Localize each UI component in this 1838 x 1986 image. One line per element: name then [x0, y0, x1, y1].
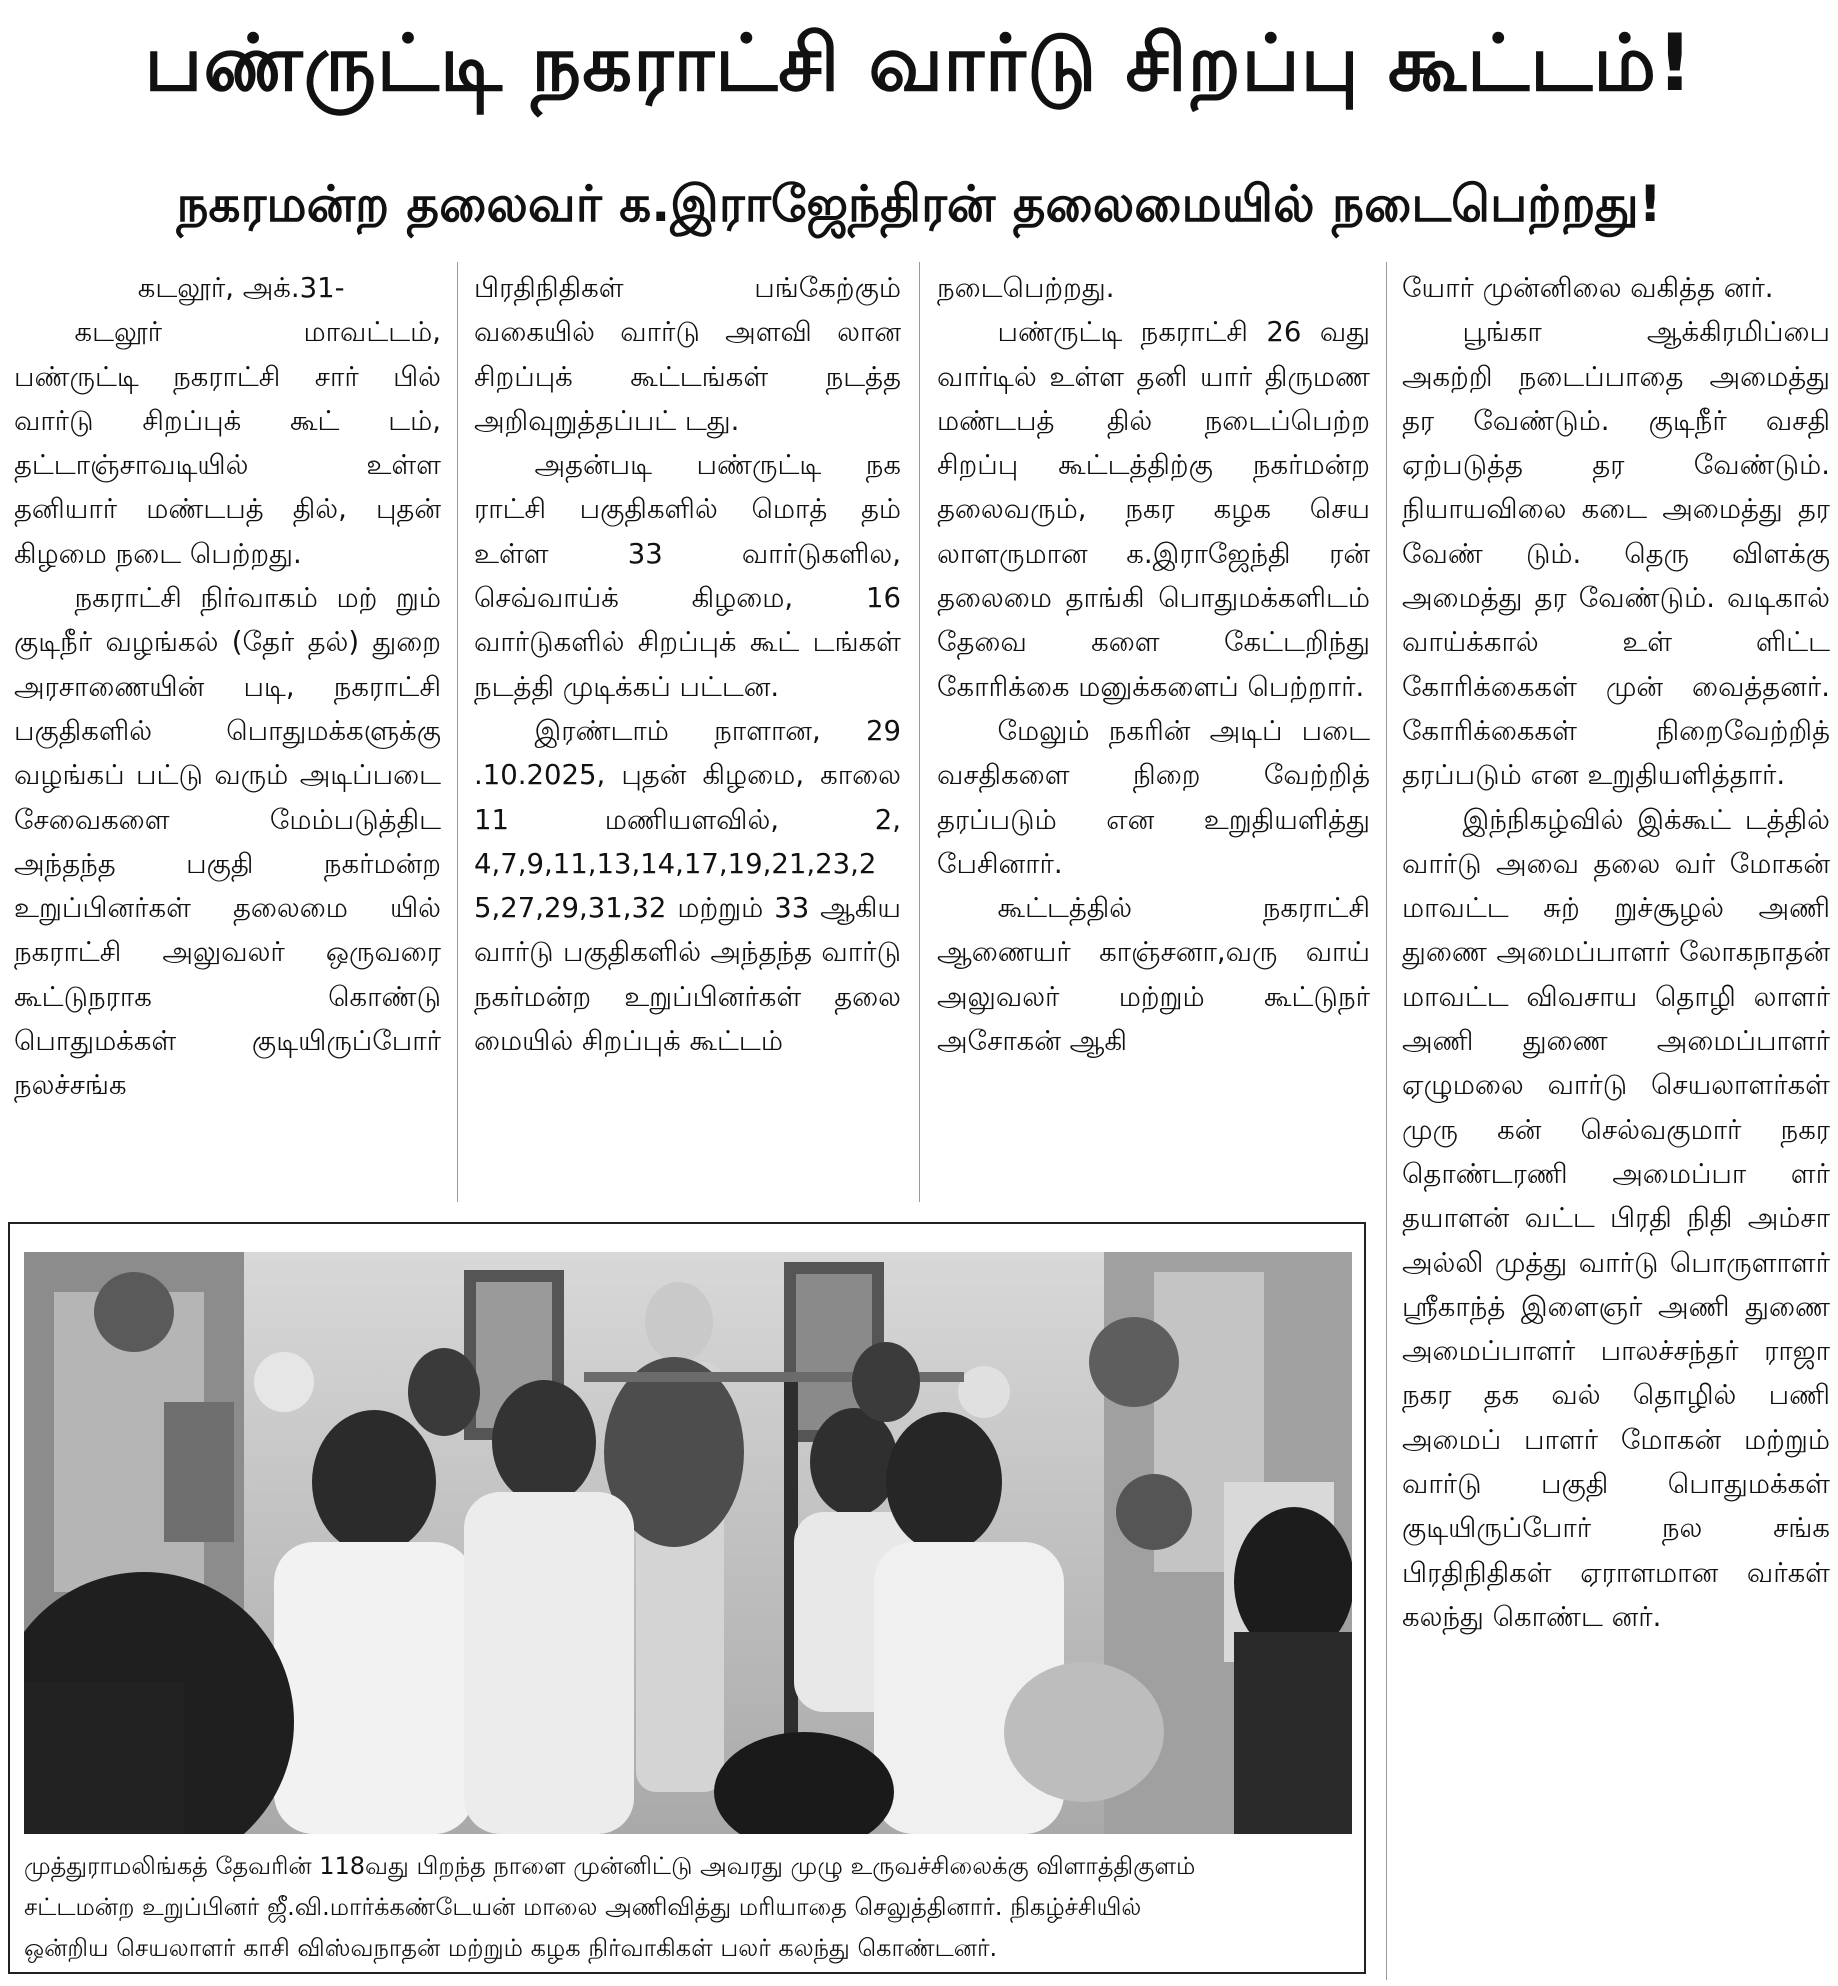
article-paragraph: மேலும் நகரின் அடிப் படை வசதிகளை நிறை வேற்றித் தரப்படும் என உறுதியளித்து பேசினார். [937, 714, 1370, 880]
photo-illustration [24, 1252, 1352, 1834]
article-paragraph: இந்நிகழ்வில் இக்கூட் டத்தில் வார்டு அவை தலை வர் மோகன் மாவட்ட சுற் றுச்சூழல் அணி துணை அமைப்பாளர் லோகநாதன் மாவட்ட விவசாய தொழி லாளர் அணி துணை அமைப்பாளர் ஏழுமலை வார்டு செயலாளர்கள் முரு கன் செல்வகுமார் நகர தொண்டரணி அமைப்பா ளர் தயாளன் வட்ட பிரதி நிதி அம்சா அல்லி முத்து வார்டு பொருளாளர் ஸ்ரீகாந்த் இளைஞர் அணி துணை அமைப்பாளர் பாலச்சந்தர் ராஜா நகர தக வல் தொழில் பணி அமைப் பாளர் மோகன் மற்றும் வார்டு பகுதி பொதுமக்கள் குடியிருப்போர் நல சங்க பிரதிநிதிகள் ஏராளமான வர்கள் கலந்து கொண்ட னர். [1402, 803, 1830, 1633]
article-paragraph: இரண்டாம் நாளான, 29 .10.2025, புதன் கிழமை, காலை 11 மணியளவில், 2, 4,7,9,11,13,14,17,19,21,23,2 5,27,29,31,32 மற்றும் 33 ஆகிய வார்டு பகுதிகளில் அந்தந்த வார்டு நகர்மன்ற உறுப்பினர்கள் தலை மையில் சிறப்புக் கூட்டம் [474, 714, 901, 1058]
article-paragraph: பண்ருட்டி நகராட்சி 26 வது வார்டில் உள்ள தனி யார் திருமண மண்டபத் தில் நடைப்பெற்ற சிறப்பு கூட்டத்திற்கு நகர்மன்ற தலைவரும், நகர கழக செய லாளருமான க.இராஜேந்தி ரன் தலைமை தாங்கி பொதுமக்களிடம் தேவை களை கேட்டறிந்து கோரிக்கை மனுக்களைப் பெற்றார். [937, 316, 1370, 703]
caption-line: முத்துராமலிங்கத் தேவரின் 118வது பிறந்த நாளை முன்னிட்டு அவரது முழு உருவச்சிலைக்கு விளாத்திகுளம் [24, 1852, 1196, 1880]
article-paragraph: கூட்டத்தில் நகராட்சி ஆணையர் காஞ்சனா,வரு வாய் அலுவலர் மற்றும் கூட்டுநர் அசோகன் ஆகி [937, 892, 1370, 1058]
headline: பண்ருட்டி நகராட்சி வார்டு சிறப்பு கூட்டம்! [144, 19, 1694, 109]
caption-line: ஒன்றிய செயலாளர் காசி விஸ்வநாதன் மற்றும் கழக நிர்வாகிகள் பலர் கலந்து கொண்டனர். [24, 1934, 998, 1962]
dateline: கடலூர், அக்.31- [137, 272, 345, 304]
column-divider [457, 262, 458, 1202]
article-paragraph: நகராட்சி நிர்வாகம் மற் றும் குடிநீர் வழங்கல் (தேர் தல்) துறை அரசாணையின் படி, நகராட்சி பகுதிகளில் பொதுமக்களுக்கு வழங்கப் பட்டு வரும் அடிப்படை சேவைகளை மேம்படுத்திட அந்தந்த பகுதி நகர்மன்ற உறுப்பினர்கள் தலைமை யில் நகராட்சி அலுவலர் ஒருவரை கூட்டுநராக கொண்டு பொதுமக்கள் குடியிருப்போர் நலச்சங்க [14, 582, 441, 1102]
photo-caption [24, 1846, 1354, 1969]
article-paragraph: நடைபெற்றது. [937, 272, 1115, 304]
caption-line: சட்டமன்ற உறுப்பினர் ஜீ.வி.மார்க்கண்டேயன் மாலை அணிவித்து மரியாதை செலுத்தினார். நிகழ்ச்சியில் [24, 1893, 1142, 1921]
article-paragraph: யோர் முன்னிலை வகித்த னர். [1402, 272, 1774, 304]
article-paragraph: கடலூர் மாவட்டம், பண்ருட்டி நகராட்சி சார் பில் வார்டு சிறப்புக் கூட் டம், தட்டாஞ்சாவடியில் உள்ள தனியார் மண்டபத் தில், புதன் கிழமை நடை பெற்றது. [14, 316, 441, 570]
news-photo [24, 1252, 1352, 1834]
article-column-1 [14, 266, 441, 1198]
article-paragraph: அதன்படி பண்ருட்டி நக ராட்சி பகுதிகளில் மொத் தம் உள்ள 33 வார்டுகளில, செவ்வாய்க் கிழமை, 16 வார்டுகளில் சிறப்புக் கூட் டங்கள் நடத்தி முடிக்கப் பட்டன. [474, 449, 901, 703]
article-column-2 [474, 266, 901, 1198]
article-column-3 [937, 266, 1370, 1198]
column-divider [919, 262, 920, 1202]
column-divider [1386, 262, 1387, 1980]
article-paragraph: பிரதிநிதிகள் பங்கேற்கும் வகையில் வார்டு அளவி லான சிறப்புக் கூட்டங்கள் நடத்த அறிவுறுத்தப்பட் டது. [474, 272, 901, 437]
article-paragraph: பூங்கா ஆக்கிரமிப்பை அகற்றி நடைப்பாதை அமைத்து தர வேண்டும். குடிநீர் வசதி ஏற்படுத்த தர வேண்டும். நியாயவிலை கடை அமைத்து தர வேண் டும். தெரு விளக்கு அமைத்து தர வேண்டும். வடிகால் வாய்க்கால் உள் ளிட்ட கோரிக்கைகள் முன் வைத்தனர். கோரிக்கைகள் நிறைவேற்றித் தரப்படும் என உறுதியளித்தார். [1402, 316, 1830, 792]
subheadline: நகரமன்ற தலைவர் க.இராஜேந்திரன் தலைமையில் நடைபெற்றது! [176, 175, 1662, 233]
photo-box [8, 1222, 1366, 1974]
article-column-4 [1402, 266, 1830, 1980]
